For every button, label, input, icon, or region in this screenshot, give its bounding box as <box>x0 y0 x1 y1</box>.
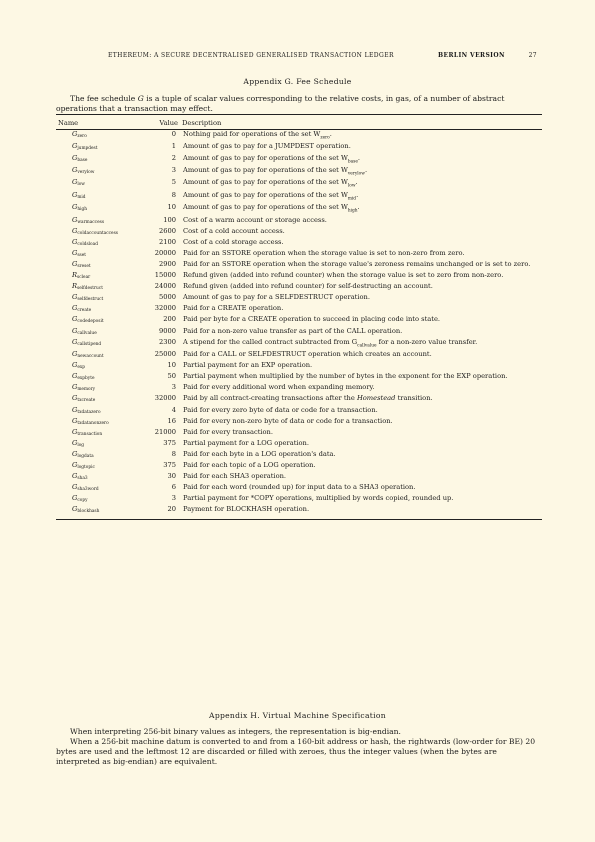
fee-description-tail: . <box>355 178 358 187</box>
fee-description-text: Paid by all contract-creating transactions after the <box>183 394 357 403</box>
fee-subscript: mid <box>77 194 86 200</box>
table-header-row <box>56 115 542 130</box>
fee-value: 3 <box>171 383 176 392</box>
fee-description-text: Refund given (added into refund counter) for self-destructing an account. <box>183 282 433 291</box>
fee-description <box>180 505 542 520</box>
fee-description-text: Paid for each SHA3 operation. <box>183 472 287 481</box>
fee-name <box>56 472 144 483</box>
fee-name <box>56 406 144 417</box>
fee-subscript: transaction <box>77 431 103 437</box>
fee-description-text: Amount of gas to pay for a SELFDESTRUCT operation. <box>183 293 370 302</box>
table-row <box>56 361 542 372</box>
fee-name <box>56 260 144 271</box>
fee-description <box>180 483 542 494</box>
fee-subscript: sclear <box>77 275 91 281</box>
table-row <box>56 350 542 361</box>
fee-subscript: warmaccess <box>77 219 105 225</box>
fee-name <box>56 372 144 383</box>
fee-description-text: Cost of a cold storage access. <box>183 237 284 246</box>
fee-subscript: newaccount <box>77 354 104 360</box>
fee-subscript: log <box>77 442 85 448</box>
fee-description <box>180 338 542 350</box>
fee-description-text: Paid for an SSTORE operation when the storage value's zeroness remains unchanged or is set to zero. <box>183 260 531 268</box>
fee-name <box>56 361 144 372</box>
fee-subscript: txdatanonzero <box>77 420 109 426</box>
fee-description-tail: . <box>357 203 360 212</box>
fee-description-subscript: mid <box>347 196 357 202</box>
fee-description-tail: . <box>329 130 332 138</box>
fee-name <box>56 216 144 227</box>
fee-value: 16 <box>167 416 176 425</box>
fee-symbol: G <box>72 153 78 162</box>
fee-description-text: Amount of gas to pay for operations of the set W <box>183 165 348 174</box>
fee-name <box>56 142 144 153</box>
fee-symbol: G <box>72 226 78 235</box>
fee-description-text: Amount of gas to pay for a JUMPDEST operation. <box>183 142 351 151</box>
fee-value: 6 <box>171 483 176 492</box>
fee-description-text: Amount of gas to pay for operations of the set W <box>183 203 348 212</box>
table-row <box>56 461 542 472</box>
fee-subscript: base <box>77 157 88 163</box>
fee-description <box>180 461 542 472</box>
fee-description <box>180 450 542 461</box>
fee-symbol: G <box>72 472 78 481</box>
fee-value: 2900 <box>158 260 176 268</box>
fee-description-subscript: high <box>347 208 358 214</box>
fee-symbol: G <box>72 461 78 470</box>
fee-description-text: Refund given (added into refund counter) when the storage value is set to zero from non-zero. <box>183 271 504 280</box>
fee-name <box>56 130 144 143</box>
page-number: 27 <box>528 52 537 59</box>
fee-value: 15000 <box>154 271 176 280</box>
fee-schedule-table <box>56 114 542 520</box>
fee-subscript: exp <box>77 365 86 371</box>
fee-subscript: logdata <box>77 453 94 459</box>
fee-description <box>180 249 542 260</box>
fee-description-tail: transition. <box>395 394 433 403</box>
fee-subscript: selfdestruct <box>77 286 103 292</box>
fee-value: 4 <box>171 405 176 414</box>
fee-subscript: high <box>77 207 88 213</box>
fee-description <box>180 327 542 338</box>
fee-description-text: Partial payment for a LOG operation. <box>183 438 309 447</box>
table-row <box>56 178 542 190</box>
fee-name <box>56 494 144 505</box>
fee-subscript: logtopic <box>77 465 95 471</box>
table-row <box>56 472 542 483</box>
fee-description-text: Paid for each word (rounded up) for input data to a SHA3 operation. <box>183 483 416 492</box>
fee-description-text: Paid for a non-zero value transfer as part of the CALL operation. <box>183 326 403 335</box>
fee-symbol: G <box>72 248 78 257</box>
fee-description-text: Cost of a warm account or storage access. <box>183 215 327 224</box>
fee-name <box>56 505 144 520</box>
fee-value: 3 <box>171 165 176 174</box>
fee-description <box>180 472 542 483</box>
fee-symbol: G <box>72 237 78 246</box>
fee-description-text: Partial payment for *COPY operations, multiplied by words copied, rounded up. <box>183 494 454 503</box>
fee-name <box>56 191 144 203</box>
fee-subscript: zero <box>77 134 87 139</box>
fee-name <box>56 304 144 315</box>
fee-description <box>180 282 542 293</box>
fee-description-text: Payment for BLOCKHASH operation. <box>183 505 310 514</box>
fee-subscript: blockhash <box>77 509 100 515</box>
fee-description-text: Paid for every non-zero byte of data or code for a transaction. <box>183 416 393 425</box>
column-header-description: Description <box>182 118 222 127</box>
fee-subscript: verylow <box>77 169 95 175</box>
fee-subscript: coldsload <box>77 241 98 247</box>
fee-symbol: G <box>72 494 78 503</box>
fee-description <box>180 271 542 282</box>
fee-subscript: create <box>77 308 92 314</box>
fee-name <box>56 227 144 238</box>
running-header <box>56 52 539 62</box>
fee-value: 375 <box>163 461 176 470</box>
fee-symbol: G <box>72 326 78 335</box>
fee-symbol: G <box>72 304 78 313</box>
table-row <box>56 494 542 505</box>
fee-description <box>180 130 542 143</box>
fee-name <box>56 178 144 190</box>
fee-symbol: G <box>72 483 78 492</box>
fee-name <box>56 450 144 461</box>
fee-description-tail: . <box>356 190 359 199</box>
fee-value: 5000 <box>158 293 176 302</box>
version-label: BERLIN VERSION <box>438 52 505 59</box>
table-row <box>56 483 542 494</box>
fee-symbol: G <box>72 142 78 151</box>
fee-symbol: G <box>72 130 78 138</box>
fee-description <box>180 417 542 428</box>
fee-description <box>180 191 542 203</box>
fee-description-text: Paid for a CALL or SELFDESTRUCT operation which creates an account. <box>183 350 432 359</box>
fee-subscript: expbyte <box>77 376 95 382</box>
fee-name <box>56 315 144 326</box>
intro-text-after: is a tuple of scalar values corresponding to the relative costs, in gas, of a number of abstract operations that a transaction may effect. <box>56 94 505 113</box>
fee-subscript: coldaccountaccess <box>77 230 119 236</box>
fee-description-subscript: base <box>347 158 358 164</box>
fee-value: 1 <box>171 142 176 151</box>
fee-value: 5 <box>171 178 176 187</box>
table-row <box>56 428 542 439</box>
fee-subscript: sha3word <box>77 487 99 493</box>
table-row <box>56 406 542 417</box>
fee-description-subscript: verylow <box>347 171 365 177</box>
fee-description <box>180 394 542 405</box>
fee-symbol: G <box>72 260 78 268</box>
fee-value: 3 <box>171 494 176 503</box>
fee-description-text: Paid for every additional word when expanding memory. <box>183 383 375 392</box>
fee-name <box>56 394 144 405</box>
fee-description <box>180 383 542 394</box>
fee-name <box>56 327 144 338</box>
fee-description-subscript: callvalue <box>357 342 377 348</box>
fee-name <box>56 428 144 439</box>
fee-value: 50 <box>167 372 176 381</box>
table-row <box>56 383 542 394</box>
paragraph-endianness: When interpreting 256-bit binary values as integers, the representation is big-endian. <box>70 727 401 736</box>
fee-description <box>180 406 542 417</box>
fee-description-text: Paid for each topic of a LOG operation. <box>183 461 316 470</box>
table-row <box>56 216 542 227</box>
fee-value: 32000 <box>154 304 176 313</box>
fee-description <box>180 166 542 178</box>
fee-description <box>180 178 542 190</box>
fee-description-emphasis: Homestead <box>356 394 396 403</box>
table-row <box>56 293 542 304</box>
fee-value: 25000 <box>154 350 176 359</box>
fee-description <box>180 304 542 315</box>
table-row <box>56 282 542 293</box>
fee-description <box>180 238 542 249</box>
fee-name <box>56 238 144 249</box>
table-row <box>56 154 542 166</box>
fee-symbol: R <box>72 271 78 280</box>
fee-value: 20000 <box>154 248 176 257</box>
fee-value: 9000 <box>158 326 176 335</box>
fee-name <box>56 338 144 350</box>
table-row <box>56 191 542 203</box>
fee-schedule-intro <box>56 94 542 114</box>
fee-name <box>56 417 144 428</box>
fee-symbol: R <box>72 282 78 291</box>
fee-symbol: G <box>72 383 78 392</box>
appendix-g-heading: Appendix G. Fee Schedule <box>243 77 352 86</box>
fee-name <box>56 383 144 394</box>
appendix-h-heading: Appendix H. Virtual Machine Specification <box>209 711 386 720</box>
fee-symbol: G <box>72 416 78 425</box>
table-row <box>56 439 542 450</box>
column-header-name: Name <box>58 118 79 127</box>
column-header-value: Value <box>159 118 178 127</box>
fee-description-text: Amount of gas to pay for operations of the set W <box>183 153 348 162</box>
fee-description <box>180 216 542 227</box>
fee-description-text: Paid for every transaction. <box>183 427 273 436</box>
table-row <box>56 338 542 350</box>
fee-subscript: txdatazero <box>77 409 101 415</box>
fee-value: 375 <box>163 438 176 447</box>
fee-symbol: G <box>72 361 78 370</box>
fee-value: 2100 <box>158 237 176 246</box>
table-row <box>56 450 542 461</box>
fee-name <box>56 249 144 260</box>
fee-symbol: G <box>72 394 78 403</box>
table-row <box>56 249 542 260</box>
fee-description-text: Paid for each byte in a LOG operation's data. <box>183 449 336 458</box>
fee-name <box>56 439 144 450</box>
fee-description-text: A stipend for the called contract subtracted from G <box>183 337 358 346</box>
fee-description-text: Partial payment when multiplied by the number of bytes in the exponent for the EXP operation. <box>183 372 508 381</box>
fee-name <box>56 461 144 472</box>
fee-description-text: Paid for every zero byte of data or code for a transaction. <box>183 405 378 414</box>
fee-symbol: G <box>72 190 78 199</box>
fee-value: 20 <box>167 505 176 514</box>
fee-name <box>56 154 144 166</box>
fee-value: 21000 <box>154 427 176 436</box>
fee-description-tail: . <box>364 165 368 174</box>
fee-description-text: Amount of gas to pay for operations of the set W <box>183 190 348 199</box>
fee-description-subscript: low <box>347 183 356 189</box>
table-row <box>56 130 542 143</box>
fee-description-text: Nothing paid for operations of the set W <box>183 130 321 138</box>
fee-description-tail: for a non-zero value transfer. <box>376 337 478 346</box>
fee-value: 8 <box>171 190 176 199</box>
intro-symbol: G <box>137 94 144 103</box>
fee-description-text: Cost of a cold account access. <box>183 226 285 235</box>
fee-value: 2300 <box>158 337 176 346</box>
fee-value: 10 <box>167 203 176 212</box>
fee-subscript: txcreate <box>77 398 96 404</box>
fee-name <box>56 483 144 494</box>
fee-symbol: G <box>72 165 78 174</box>
table-row <box>56 394 542 405</box>
fee-value: 200 <box>163 315 176 324</box>
table-row <box>56 417 542 428</box>
fee-symbol: G <box>72 315 78 324</box>
fee-value: 10 <box>167 361 176 370</box>
table-row <box>56 227 542 238</box>
fee-value: 100 <box>163 215 176 224</box>
fee-description-text: Paid for an SSTORE operation when the storage value is set to non-zero from zero. <box>183 248 465 257</box>
fee-description-text: Amount of gas to pay for operations of the set W <box>183 178 348 187</box>
fee-value: 2 <box>171 153 176 162</box>
fee-symbol: G <box>72 203 78 212</box>
fee-symbol: G <box>72 178 78 187</box>
fee-value: 30 <box>167 472 176 481</box>
fee-description <box>180 439 542 450</box>
fee-name <box>56 271 144 282</box>
fee-description <box>180 142 542 153</box>
fee-symbol: G <box>72 438 78 447</box>
fee-description <box>180 260 542 271</box>
fee-description <box>180 315 542 326</box>
fee-subscript: codedeposit <box>77 319 104 325</box>
fee-symbol: G <box>72 427 78 436</box>
fee-description <box>180 293 542 304</box>
fee-symbol: G <box>72 293 78 302</box>
fee-value: 8 <box>171 449 176 458</box>
fee-value: 24000 <box>154 282 176 291</box>
fee-subscript: memory <box>77 387 96 393</box>
fee-description-text: Paid for a CREATE operation. <box>183 304 284 313</box>
fee-subscript: copy <box>77 498 88 504</box>
running-title: ETHEREUM: A SECURE DECENTRALISED GENERALISED TRANSACTION LEDGER <box>108 52 394 59</box>
fee-description-text: Partial payment for an EXP operation. <box>183 361 313 370</box>
fee-subscript: sreset <box>77 264 91 269</box>
fee-value: 0 <box>171 130 176 138</box>
table-row <box>56 166 542 178</box>
table-row <box>56 260 542 271</box>
fee-name <box>56 282 144 293</box>
table-row <box>56 505 542 520</box>
fee-symbol: G <box>72 505 78 514</box>
fee-description-subscript: zero <box>320 135 330 141</box>
paragraph-address-conversion: When a 256-bit machine datum is converted to and from a 160-bit address or hash, the rightwards (low-order for BE) 20 bytes are used and the leftmost 12 are discarded or filled with zeroes, thus the integer values (when the bytes are interpreted as big-endian) are equivalent. <box>56 737 536 766</box>
fee-name <box>56 166 144 178</box>
fee-description <box>180 350 542 361</box>
fee-description <box>180 203 542 215</box>
table-row <box>56 271 542 282</box>
fee-subscript: low <box>77 182 85 188</box>
fee-symbol: G <box>72 337 78 346</box>
fee-symbol: G <box>72 449 78 458</box>
fee-subscript: sset <box>77 252 87 258</box>
fee-subscript: callstipend <box>77 341 102 347</box>
fee-description <box>180 494 542 505</box>
fee-table-body <box>56 130 542 520</box>
fee-symbol: G <box>72 215 78 224</box>
fee-description <box>180 154 542 166</box>
fee-name <box>56 293 144 304</box>
fee-subscript: selfdestruct <box>77 297 104 303</box>
table-row <box>56 315 542 326</box>
fee-subscript: callvalue <box>77 330 97 336</box>
fee-symbol: G <box>72 350 78 359</box>
fee-description <box>180 372 542 383</box>
fee-symbol: G <box>72 372 78 381</box>
fee-description-text: Paid per byte for a CREATE operation to succeed in placing code into state. <box>183 315 441 324</box>
fee-description-tail: . <box>357 153 361 162</box>
fee-description <box>180 361 542 372</box>
fee-description <box>180 428 542 439</box>
table-row <box>56 142 542 153</box>
fee-subscript: jumpdest <box>77 146 98 152</box>
fee-value: 2600 <box>158 226 176 235</box>
fee-subscript: sha3 <box>77 476 88 482</box>
fee-name <box>56 350 144 361</box>
table-row <box>56 304 542 315</box>
fee-value: 32000 <box>154 394 176 403</box>
fee-description <box>180 227 542 238</box>
table-row <box>56 203 542 215</box>
fee-name <box>56 203 144 215</box>
table-row <box>56 238 542 249</box>
fee-symbol: G <box>72 405 78 414</box>
intro-text-before: The fee schedule <box>70 94 138 103</box>
table-row <box>56 327 542 338</box>
table-row <box>56 372 542 383</box>
